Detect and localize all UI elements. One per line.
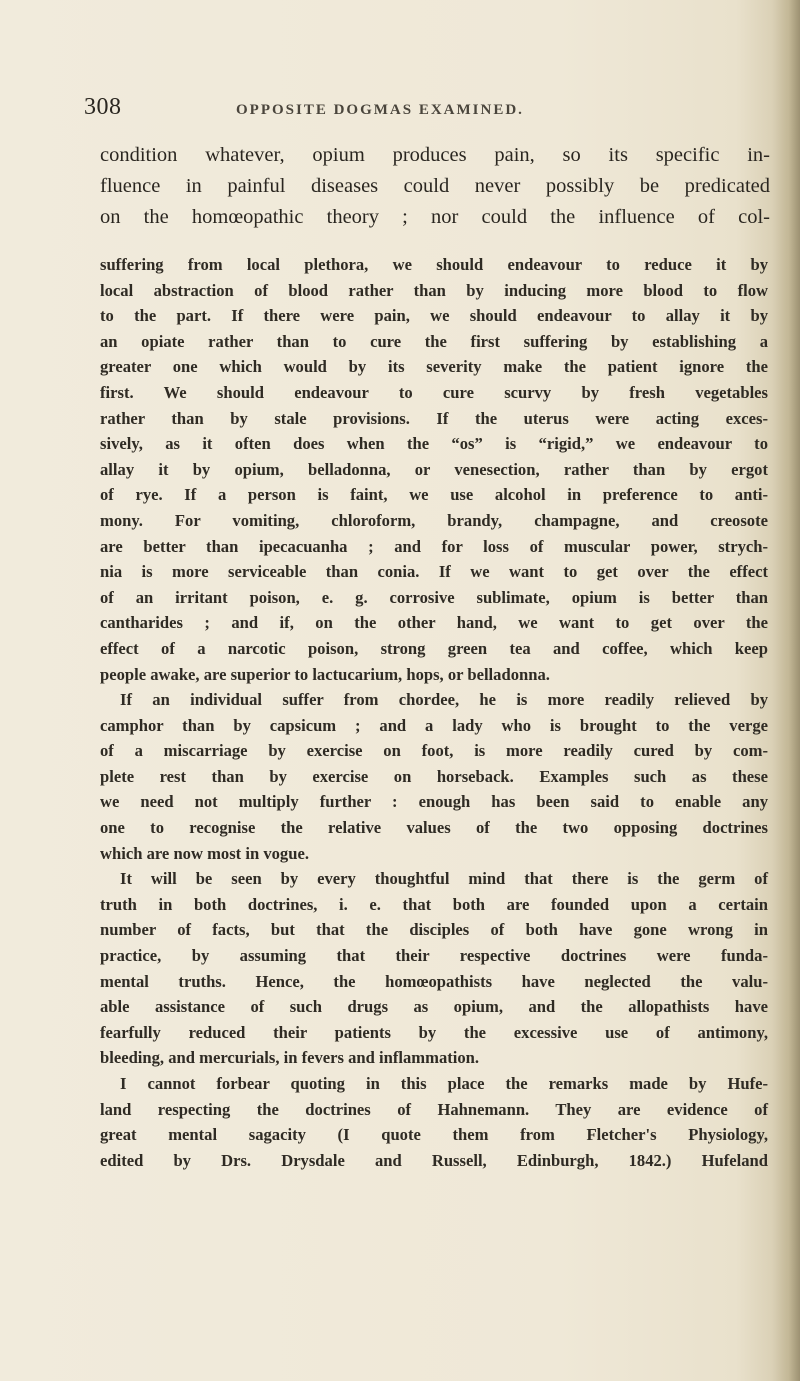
text-line: camphor than by capsicum ; and a lady who is brought to the verge xyxy=(100,715,768,735)
text-line: on the homœopathic theory ; nor could the influence of col- xyxy=(100,206,770,228)
text-line: practice, by assuming that their respective doctrines were funda- xyxy=(100,946,768,966)
text-line: great mental sagacity (I quote them from Fletcher's Physiology, xyxy=(100,1125,768,1145)
page-edge-shadow xyxy=(772,0,800,1381)
page-number: 308 xyxy=(84,94,122,120)
text-line: local abstraction of blood rather than by inducing more blood to flow xyxy=(100,280,768,300)
text-line: fearfully reduced their patients by the excessive use of antimony, xyxy=(100,1022,768,1042)
text-line: of a miscarriage by exercise on foot, is more readily cured by com- xyxy=(100,741,768,761)
text-line: nia is more serviceable than conia. If we want to get over the effect xyxy=(100,562,768,582)
text-line: of an irritant poison, e. g. corrosive sublimate, opium is better than xyxy=(100,587,768,607)
text-line: I cannot forbear quoting in this place the remarks made by Hufe- xyxy=(120,1074,768,1093)
text-line: If an individual suffer from chordee, he is more readily relieved by xyxy=(120,690,768,710)
text-line: an opiate rather than to cure the first suffering by establishing a xyxy=(100,331,768,351)
text-line: suffering from local plethora, we should endeavour to reduce it by xyxy=(100,255,768,274)
text-line: people awake, are superior to lactucarium, hops, or belladonna. xyxy=(100,664,550,684)
text-line: are better than ipecacuanha ; and for loss of muscular power, strych- xyxy=(100,536,768,556)
text-line: mony. For vomiting, chloroform, brandy, champagne, and creosote xyxy=(100,510,768,530)
text-line: which are now most in vogue. xyxy=(100,843,309,863)
text-line: edited by Drs. Drysdale and Russell, Edinburgh, 1842.) Hufeland xyxy=(100,1150,768,1170)
running-title: OPPOSITE DOGMAS EXAMINED. xyxy=(236,102,524,118)
page-header xyxy=(84,94,764,134)
text-line: condition whatever, opium produces pain, so its specific in- xyxy=(100,144,770,166)
text-line: sively, as it often does when the “os” is “rigid,” we endeavour to xyxy=(100,434,768,454)
text-line: land respecting the doctrines of Hahnemann. They are evidence of xyxy=(100,1099,768,1119)
text-line: effect of a narcotic poison, strong green tea and coffee, which keep xyxy=(100,638,768,658)
text-line: bleeding, and mercurials, in fevers and inflammation. xyxy=(100,1048,480,1068)
text-line: of rye. If a person is faint, we use alcohol in preference to anti- xyxy=(100,485,768,505)
text-line: to the part. If there were pain, we should endeavour to allay it by xyxy=(100,306,768,326)
text-line: greater one which would by its severity make the patient ignore the xyxy=(100,357,768,377)
text-line: we need not multiply further : enough has been said to enable any xyxy=(100,792,768,812)
text-line: plete rest than by exercise on horseback. Examples such as these xyxy=(100,766,768,786)
text-line: fluence in painful diseases could never possibly be predicated xyxy=(100,175,770,197)
text-line: number of facts, but that the disciples of both have gone wrong in xyxy=(100,920,768,940)
text-line: first. We should endeavour to cure scurvy by fresh vegetables xyxy=(100,382,768,402)
text-line: cantharides ; and if, on the other hand, we want to get over the xyxy=(100,613,768,633)
text-line: truth in both doctrines, i. e. that both are founded upon a certain xyxy=(100,894,768,914)
text-line: rather than by stale provisions. If the uterus were acting exces- xyxy=(100,408,768,428)
small-print-text xyxy=(100,252,768,1173)
large-print-paragraph xyxy=(100,140,770,233)
text-line: mental truths. Hence, the homœopathists have neglected the valu- xyxy=(100,971,768,991)
text-line: allay it by opium, belladonna, or venesection, rather than by ergot xyxy=(100,459,768,479)
text-line: able assistance of such drugs as opium, and the allopathists have xyxy=(100,997,768,1017)
text-line: one to recognise the relative values of the two opposing doctrines xyxy=(100,818,768,838)
text-line: It will be seen by every thoughtful mind that there is the germ of xyxy=(120,869,768,889)
